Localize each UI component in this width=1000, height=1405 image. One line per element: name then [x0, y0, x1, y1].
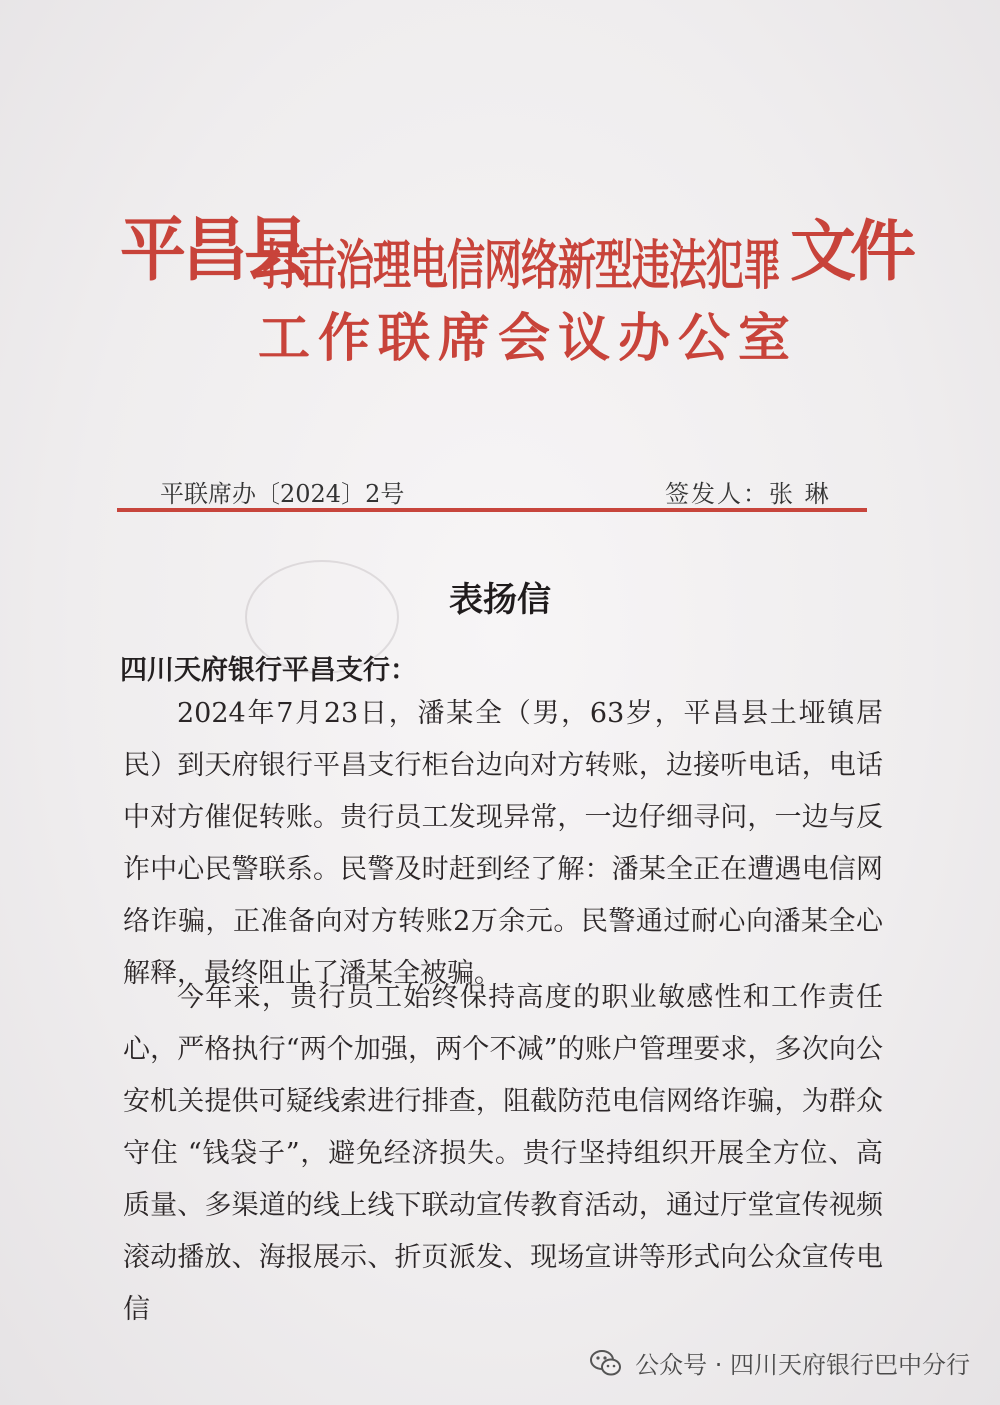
watermark [589, 1345, 970, 1380]
paragraph-1: 2024年7月23日，潘某全（男，63岁，平昌县土垭镇居民）到天府银行平昌支行柜台边向对方转账，边接听电话，电话中对方催促转账。贵行员工发现异常，一边仔细寻问，一边与反诈中心民警联系。民警及时赶到经了解：潘某全正在遭遇电信网络诈骗，正准备向对方转账2万余元。民警通过耐心向潘某全心解释，最终阻止了潘某全被骗。 [123, 698, 883, 989]
header-county: 平昌县 [120, 208, 306, 291]
document-number: 平联席办〔2024〕2号 [160, 480, 405, 508]
letter-title: 表扬信 [449, 580, 551, 620]
watermark-text: 公众号 · 四川天府银行巴中分行 [635, 1351, 970, 1379]
wechat-icon [589, 1346, 623, 1380]
header-line-1: 打击治理电信网络新型违法犯罪 [262, 233, 781, 297]
signer: 签发人：张 琳 [665, 480, 831, 508]
paragraph-2: 今年来，贵行员工始终保持高度的职业敏感性和工作责任心，严格执行“两个加强，两个不减”的账户管理要求，多次向公安机关提供可疑线索进行排查，阻截防范电信网络诈骗，为群众守住 “钱袋子”，避免经济损失。贵行坚持组织开展全方位、高质量、多渠道的线上线下联动宣传教育活动，通过厅堂宣传视频滚动播放、海报展示、折页派发、现场宣讲等形式向公众宣传电信 [123, 982, 883, 1325]
header-doc-type: 文件 [790, 212, 910, 290]
letter-greeting: 四川天府银行平昌支行： [120, 655, 417, 686]
header-line-2: 工作联席会议办公室 [258, 308, 799, 369]
red-divider [117, 508, 867, 512]
